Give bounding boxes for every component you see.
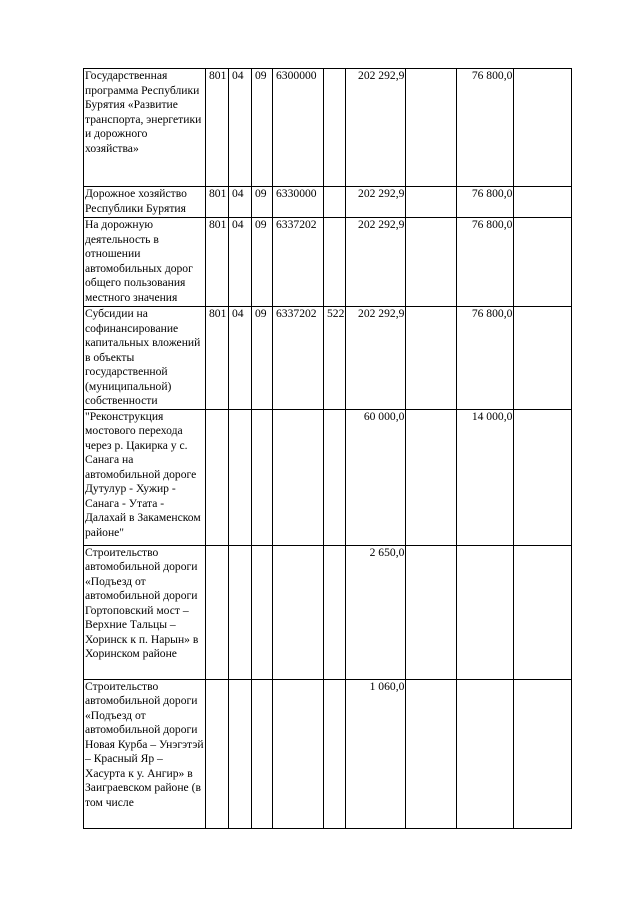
row-rz: 04 bbox=[229, 307, 252, 410]
row-ved: 801 bbox=[206, 69, 229, 187]
row-csr bbox=[273, 409, 324, 545]
row-csr bbox=[273, 679, 324, 828]
table-row bbox=[84, 409, 572, 545]
row-rz bbox=[229, 409, 252, 545]
budget-table bbox=[83, 68, 572, 829]
row-sum-3: 76 800,0 bbox=[457, 307, 514, 410]
row-ved: 801 bbox=[206, 307, 229, 410]
row-sum-3: 14 000,0 bbox=[457, 409, 514, 545]
row-csr: 6337202 bbox=[273, 218, 324, 307]
row-pr: 09 bbox=[252, 187, 273, 218]
table-body bbox=[84, 69, 572, 829]
row-vr bbox=[324, 218, 346, 307]
row-sum-2 bbox=[406, 307, 457, 410]
row-vr bbox=[324, 679, 346, 828]
table-row bbox=[84, 679, 572, 828]
row-name: Субсидии на софинансирование капитальных вложений в объекты государственной (муниципальной) собственности bbox=[84, 307, 206, 410]
table-row bbox=[84, 69, 572, 187]
row-sum-4 bbox=[514, 307, 572, 410]
row-ved bbox=[206, 409, 229, 545]
row-ved bbox=[206, 679, 229, 828]
row-sum-4 bbox=[514, 409, 572, 545]
row-sum-1: 2 650,0 bbox=[346, 545, 406, 679]
row-sum-4 bbox=[514, 545, 572, 679]
row-sum-1: 202 292,9 bbox=[346, 69, 406, 187]
row-pr: 09 bbox=[252, 69, 273, 187]
row-pr: 09 bbox=[252, 307, 273, 410]
row-sum-2 bbox=[406, 679, 457, 828]
row-sum-2 bbox=[406, 545, 457, 679]
row-sum-2 bbox=[406, 69, 457, 187]
row-sum-2 bbox=[406, 218, 457, 307]
row-rz: 04 bbox=[229, 218, 252, 307]
table-row bbox=[84, 218, 572, 307]
row-vr: 522 bbox=[324, 307, 346, 410]
row-sum-3 bbox=[457, 679, 514, 828]
row-sum-3: 76 800,0 bbox=[457, 187, 514, 218]
row-ved: 801 bbox=[206, 187, 229, 218]
row-csr: 6330000 bbox=[273, 187, 324, 218]
row-sum-2 bbox=[406, 409, 457, 545]
row-sum-3 bbox=[457, 545, 514, 679]
row-pr bbox=[252, 545, 273, 679]
row-sum-1: 202 292,9 bbox=[346, 307, 406, 410]
table-row bbox=[84, 545, 572, 679]
row-sum-1: 1 060,0 bbox=[346, 679, 406, 828]
row-name: Строительство автомобильной дороги «Подъезд от автомобильной дороги Гортоповский мост – Верхние Тальцы – Хоринск к п. Нарын» в Хоринском районе bbox=[84, 545, 206, 679]
row-vr bbox=[324, 187, 346, 218]
row-rz: 04 bbox=[229, 69, 252, 187]
row-sum-4 bbox=[514, 679, 572, 828]
row-ved: 801 bbox=[206, 218, 229, 307]
row-csr bbox=[273, 545, 324, 679]
row-pr bbox=[252, 679, 273, 828]
row-sum-4 bbox=[514, 218, 572, 307]
row-rz: 04 bbox=[229, 187, 252, 218]
row-sum-1: 202 292,9 bbox=[346, 187, 406, 218]
row-sum-3: 76 800,0 bbox=[457, 218, 514, 307]
row-ved bbox=[206, 545, 229, 679]
row-pr: 09 bbox=[252, 218, 273, 307]
row-sum-4 bbox=[514, 69, 572, 187]
row-csr: 6300000 bbox=[273, 69, 324, 187]
row-sum-1: 202 292,9 bbox=[346, 218, 406, 307]
row-sum-3: 76 800,0 bbox=[457, 69, 514, 187]
row-name: Государственная программа Республики Бурятия «Развитие транспорта, энергетики и дорожного хозяйства» bbox=[84, 69, 206, 187]
row-name: На дорожную деятельность в отношении автомобильных дорог общего пользования местного значения bbox=[84, 218, 206, 307]
row-name: Строительство автомобильной дороги «Подъезд от автомобильной дороги Новая Курба – Унэгэтэй – Красный Яр – Хасурта к у. Ангир» в Заиграевском районе (в том числе bbox=[84, 679, 206, 828]
table-row bbox=[84, 187, 572, 218]
row-rz bbox=[229, 679, 252, 828]
row-sum-2 bbox=[406, 187, 457, 218]
row-vr bbox=[324, 545, 346, 679]
row-pr bbox=[252, 409, 273, 545]
row-csr: 6337202 bbox=[273, 307, 324, 410]
row-name: Дорожное хозяйство Республики Бурятия bbox=[84, 187, 206, 218]
row-vr bbox=[324, 409, 346, 545]
row-sum-4 bbox=[514, 187, 572, 218]
row-name: "Реконструкция мостового перехода через р. Цакирка у с. Санага на автомобильной дороге Дутулур - Хужир - Санага - Утата - Далахай в Закаменском районе" bbox=[84, 409, 206, 545]
row-sum-1: 60 000,0 bbox=[346, 409, 406, 545]
row-rz bbox=[229, 545, 252, 679]
row-vr bbox=[324, 69, 346, 187]
table-row bbox=[84, 307, 572, 410]
